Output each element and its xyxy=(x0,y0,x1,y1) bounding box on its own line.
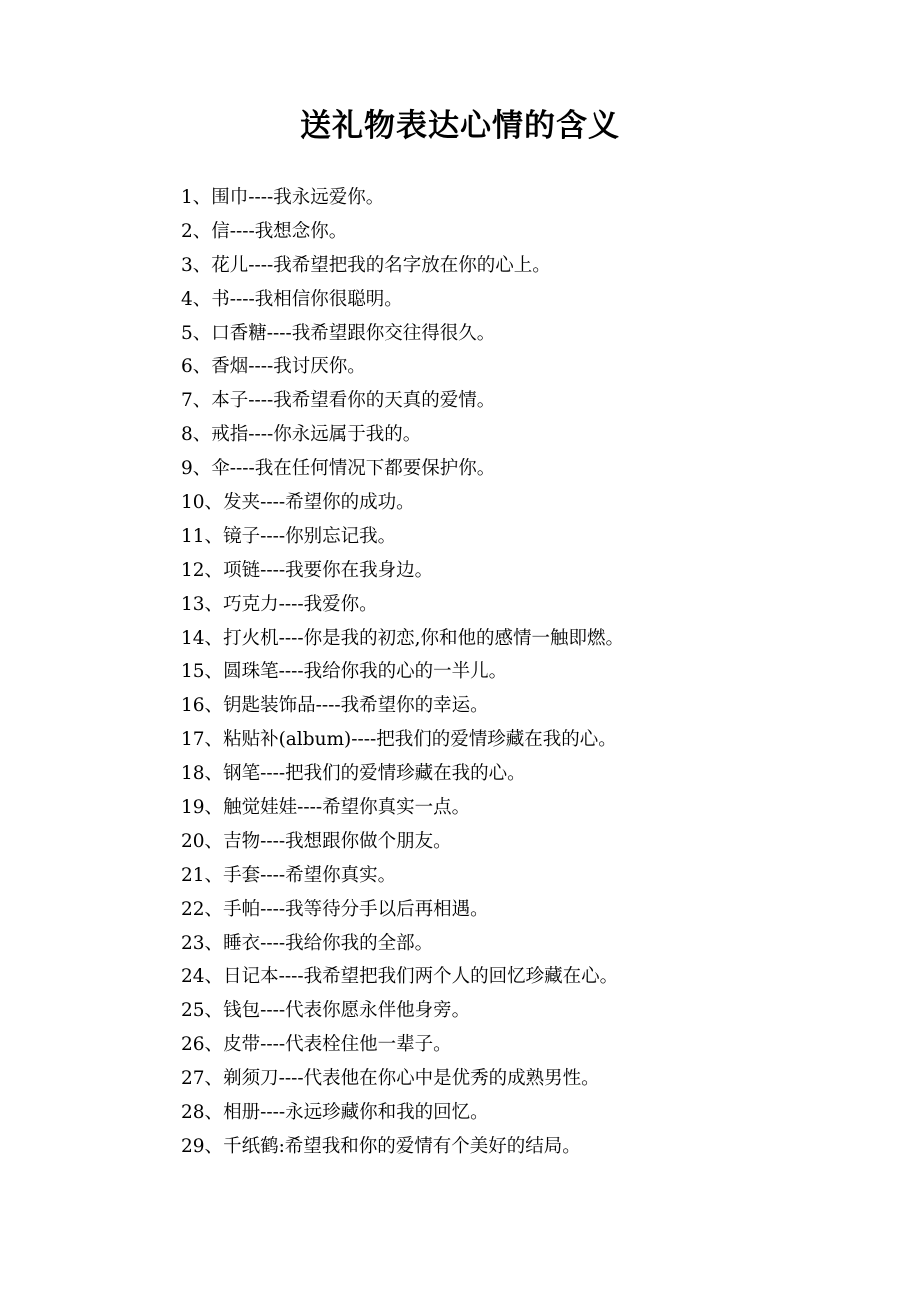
item-separator: 、 xyxy=(204,898,224,920)
item-text: 发夹----希望你的成功。 xyxy=(223,492,415,514)
item-separator: 、 xyxy=(204,492,224,514)
list-item xyxy=(181,859,901,893)
item-separator: 、 xyxy=(204,830,224,852)
item-text: 巧克力----我爱你。 xyxy=(223,593,378,615)
item-text: 手套----希望你真实。 xyxy=(223,864,397,886)
item-number: 4 xyxy=(181,288,193,310)
item-text: 粘贴补(album)----把我们的爱情珍藏在我的心。 xyxy=(223,729,617,751)
item-number: 6 xyxy=(181,356,193,378)
item-text: 钥匙装饰品----我希望你的幸运。 xyxy=(223,695,489,717)
item-text: 睡衣----我给你我的全部。 xyxy=(223,932,434,954)
list-item xyxy=(181,723,901,757)
item-number: 29 xyxy=(181,1135,205,1157)
item-text: 伞----我在任何情况下都要保护你。 xyxy=(211,458,496,480)
item-number: 22 xyxy=(181,898,205,920)
item-number: 15 xyxy=(181,661,205,683)
item-text: 钢笔----把我们的爱情珍藏在我的心。 xyxy=(223,763,526,785)
item-separator: 、 xyxy=(204,1102,224,1124)
list-item xyxy=(181,1028,901,1062)
item-number: 5 xyxy=(181,322,193,344)
gift-meaning-list xyxy=(181,181,901,1164)
list-item xyxy=(181,554,901,588)
list-item xyxy=(181,622,901,656)
item-separator: 、 xyxy=(192,322,212,344)
item-number: 7 xyxy=(181,390,193,412)
item-separator: 、 xyxy=(192,220,212,242)
item-text: 信----我想念你。 xyxy=(211,220,348,242)
item-separator: 、 xyxy=(204,1000,224,1022)
item-text: 吉物----我想跟你做个朋友。 xyxy=(223,830,452,852)
list-item xyxy=(181,317,901,351)
item-text: 剃须刀----代表他在你心中是优秀的成熟男性。 xyxy=(223,1068,600,1090)
item-text: 本子----我希望看你的天真的爱情。 xyxy=(211,390,496,412)
item-separator: 、 xyxy=(204,932,224,954)
item-text: 圆珠笔----我给你我的心的一半儿。 xyxy=(223,661,508,683)
item-number: 9 xyxy=(181,458,193,480)
item-text: 手帕----我等待分手以后再相遇。 xyxy=(223,898,489,920)
item-separator: 、 xyxy=(204,1135,224,1157)
item-text: 镜子----你别忘记我。 xyxy=(223,525,397,547)
list-item xyxy=(181,215,901,249)
item-separator: 、 xyxy=(204,729,224,751)
item-number: 26 xyxy=(181,1034,205,1056)
item-number: 8 xyxy=(181,424,193,446)
item-number: 10 xyxy=(181,492,205,514)
item-separator: 、 xyxy=(192,390,212,412)
item-number: 17 xyxy=(181,729,205,751)
item-separator: 、 xyxy=(204,661,224,683)
item-separator: 、 xyxy=(192,288,212,310)
item-separator: 、 xyxy=(204,593,224,615)
list-item xyxy=(181,384,901,418)
item-number: 19 xyxy=(181,797,205,819)
item-text: 戒指----你永远属于我的。 xyxy=(211,424,422,446)
list-item xyxy=(181,655,901,689)
item-number: 20 xyxy=(181,830,205,852)
item-text: 围巾----我永远爱你。 xyxy=(211,187,385,208)
list-item xyxy=(181,825,901,859)
list-item xyxy=(181,486,901,520)
list-item xyxy=(181,994,901,1028)
item-number: 24 xyxy=(181,966,205,988)
item-text: 日记本----我希望把我们两个人的回忆珍藏在心。 xyxy=(223,966,619,988)
item-separator: 、 xyxy=(192,356,212,378)
item-number: 3 xyxy=(181,254,193,276)
list-item xyxy=(181,689,901,723)
list-item xyxy=(181,249,901,283)
item-number: 21 xyxy=(181,864,205,886)
item-text: 花儿----我希望把我的名字放在你的心上。 xyxy=(211,254,551,276)
document-title: 送礼物表达心情的含义 xyxy=(300,108,620,144)
list-item xyxy=(181,520,901,554)
item-number: 25 xyxy=(181,1000,205,1022)
list-item xyxy=(181,960,901,994)
list-item xyxy=(181,1130,901,1164)
list-item xyxy=(181,350,901,384)
item-text: 香烟----我讨厌你。 xyxy=(211,356,366,378)
item-separator: 、 xyxy=(204,559,224,581)
item-separator: 、 xyxy=(192,424,212,446)
list-item xyxy=(181,927,901,961)
list-item xyxy=(181,283,901,317)
item-text: 书----我相信你很聪明。 xyxy=(211,288,403,310)
list-item xyxy=(181,452,901,486)
item-separator: 、 xyxy=(204,627,224,649)
list-item xyxy=(181,757,901,791)
item-number: 1 xyxy=(181,187,193,208)
item-separator: 、 xyxy=(192,187,212,208)
item-number: 12 xyxy=(181,559,205,581)
item-number: 28 xyxy=(181,1102,205,1124)
item-text: 皮带----代表栓住他一辈子。 xyxy=(223,1034,452,1056)
item-separator: 、 xyxy=(204,797,224,819)
item-text: 钱包----代表你愿永伴他身旁。 xyxy=(223,1000,471,1022)
item-separator: 、 xyxy=(204,966,224,988)
item-text: 口香糖----我希望跟你交往得很久。 xyxy=(211,322,496,344)
item-separator: 、 xyxy=(192,254,212,276)
list-item xyxy=(181,791,901,825)
item-separator: 、 xyxy=(204,1034,224,1056)
item-number: 2 xyxy=(181,220,193,242)
item-separator: 、 xyxy=(204,864,224,886)
item-separator: 、 xyxy=(192,458,212,480)
item-text: 打火机----你是我的初恋,你和他的感情一触即燃。 xyxy=(223,627,624,649)
item-number: 18 xyxy=(181,763,205,785)
item-number: 23 xyxy=(181,932,205,954)
item-text: 千纸鹤:希望我和你的爱情有个美好的结局。 xyxy=(223,1135,581,1157)
item-number: 27 xyxy=(181,1068,205,1090)
item-text: 相册----永远珍藏你和我的回忆。 xyxy=(223,1102,489,1124)
item-separator: 、 xyxy=(204,763,224,785)
list-item xyxy=(181,893,901,927)
item-separator: 、 xyxy=(204,525,224,547)
list-item xyxy=(181,418,901,452)
item-number: 14 xyxy=(181,627,205,649)
item-separator: 、 xyxy=(204,695,224,717)
list-item xyxy=(181,181,901,215)
item-text: 触觉娃娃----希望你真实一点。 xyxy=(223,797,471,819)
item-number: 13 xyxy=(181,593,205,615)
list-item xyxy=(181,1062,901,1096)
item-number: 11 xyxy=(181,525,205,547)
list-item xyxy=(181,1096,901,1130)
list-item xyxy=(181,588,901,622)
item-separator: 、 xyxy=(204,1068,224,1090)
item-text: 项链----我要你在我身边。 xyxy=(223,559,434,581)
item-number: 16 xyxy=(181,695,205,717)
